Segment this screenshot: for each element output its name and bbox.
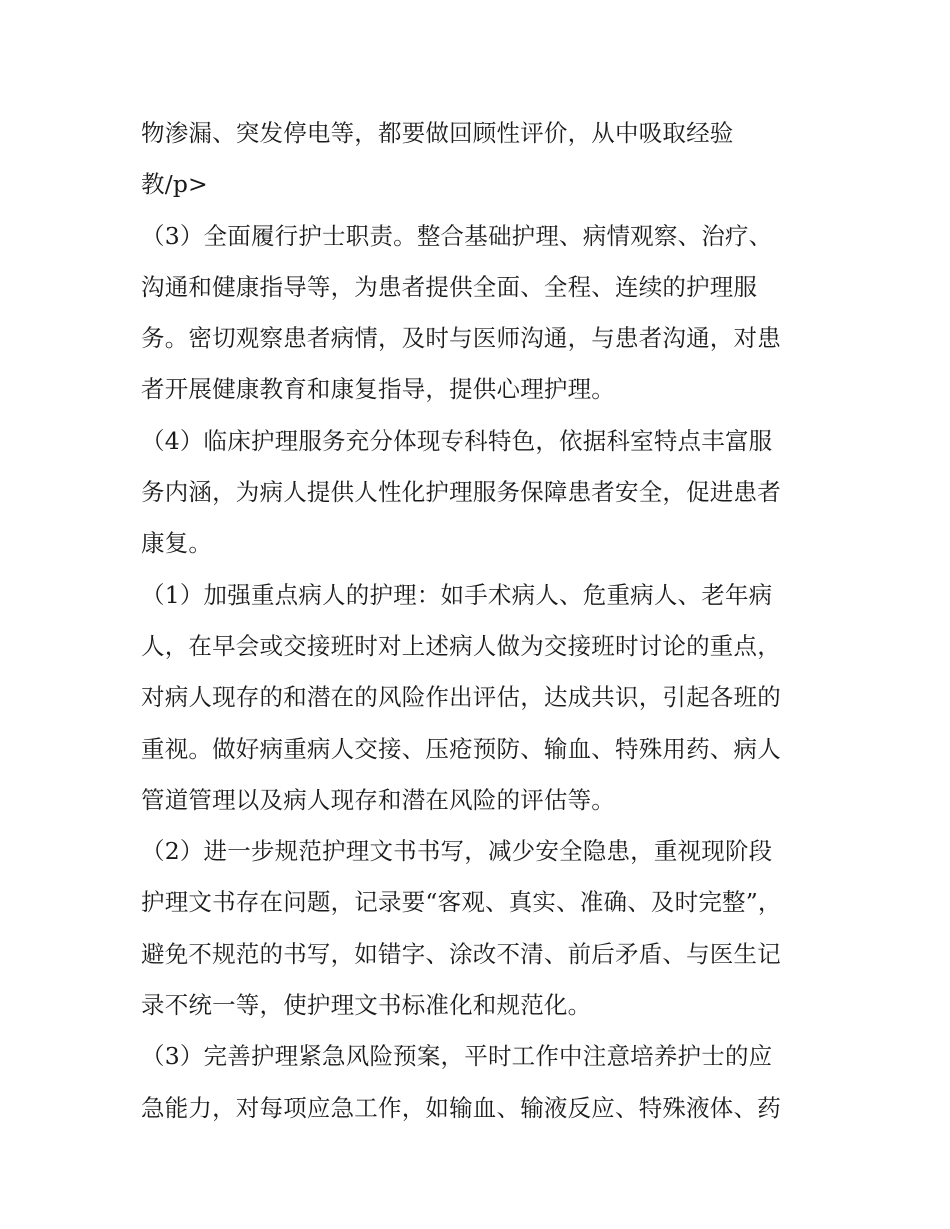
text-line: 务内涵，为病人提供人性化护理服务保障患者安全，促进患者 [141, 478, 781, 507]
text-line: 沟通和健康指导等，为患者提供全面、全程、连续的护理服 [141, 272, 758, 301]
text-line: 急能力，对每项应急工作，如输血、输液反应、特殊液体、药 [141, 1093, 781, 1122]
text-line: 护理文书存在问题，记录要“客观、真实、准确、及时完整”， [141, 888, 782, 917]
text-line: （2）进一步规范护理文书书写，减少安全隐患，重视现阶段 [141, 837, 773, 866]
text-line: 管道管理以及病人现存和潜在风险的评估等。 [141, 785, 615, 814]
text-line: （4）临床护理服务充分体现专科特色，依据科室特点丰富服 [141, 426, 773, 455]
document-body-text [141, 108, 821, 1134]
text-line: 教/p> [141, 170, 208, 199]
text-line: 务。密切观察患者病情，及时与医师沟通，与患者沟通，对患 [141, 324, 781, 353]
text-line: 对病人现存的和潜在的风险作出评估，达成共识，引起各班的 [141, 683, 781, 712]
text-line: （3）完善护理紧急风险预案，平时工作中注意培养护士的应 [141, 1042, 773, 1071]
text-line: 康复。 [141, 529, 213, 558]
text-line: （1）加强重点病人的护理：如手术病人、危重病人、老年病 [141, 580, 773, 609]
text-line: （3）全面履行护士职责。整合基础护理、病情观察、治疗、 [141, 221, 773, 250]
text-line: 物渗漏、突发停电等，都要做回顾性评价，从中吸取经验 [141, 119, 734, 147]
text-line: 重视。做好病重病人交接、压疮预防、输血、特殊用药、病人 [141, 734, 781, 763]
text-line: 者开展健康教育和康复指导，提供心理护理。 [141, 375, 615, 404]
text-line: 录不统一等，使护理文书标准化和规范化。 [141, 991, 592, 1020]
text-line: 避免不规范的书写，如错字、涂改不清、前后矛盾、与医生记 [141, 939, 781, 968]
text-line: 人，在早会或交接班时对上述病人做为交接班时讨论的重点， [141, 631, 781, 660]
